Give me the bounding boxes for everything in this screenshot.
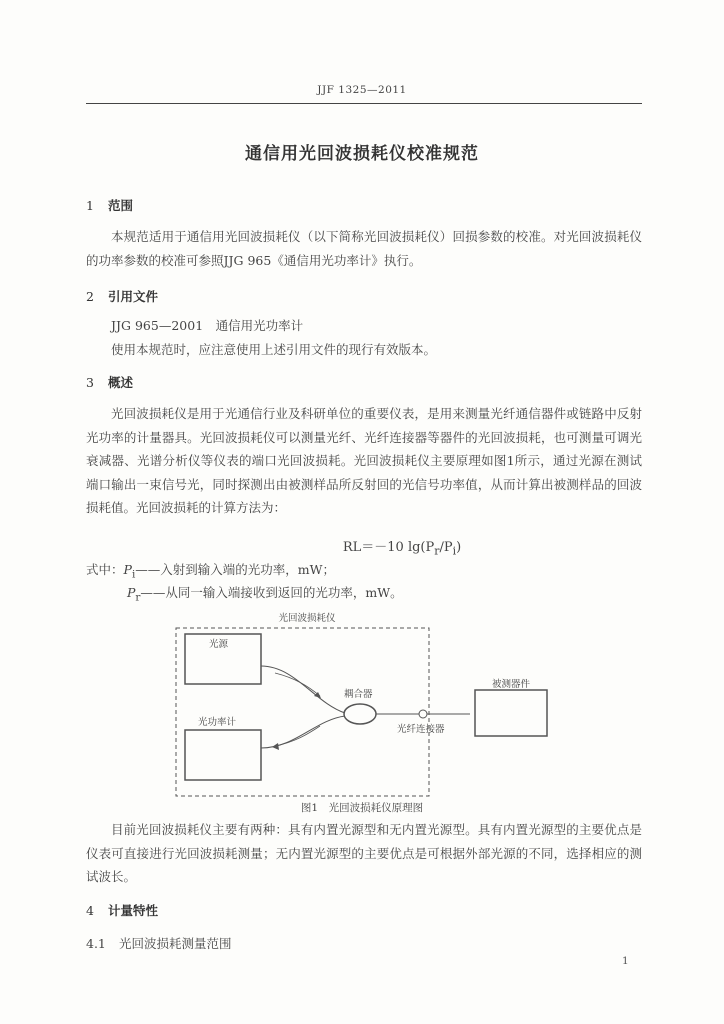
section-1-title: 范围 <box>108 198 134 213</box>
fiber-connector-label: 光纤连接器 <box>397 724 445 735</box>
section-3-number: 3 <box>86 375 94 390</box>
section-4-heading <box>86 901 158 919</box>
section-3-text: 光回波损耗仪是用于光通信行业及科研单位的重要仪表，是用来测量光纤通信器件或链路中反射光功率的计量器具。光回波损耗仪可以测量光纤、光纤连接器等器件的光回波损耗，也可测量可调光衰减器、光谱分析仪等仪表的端口光回波损耗。光回波损耗仪主要原理如图1所示，通过光源在测试端口输出一束信号光，同时探测出由被测样品所反射回的光信号功率值，从而计算出被测样品的回波损耗值。光回波损耗的计算方法为： <box>86 406 642 515</box>
pr-symbol: P <box>127 585 136 600</box>
formula-part2: /P <box>439 540 453 555</box>
section-4-1-heading <box>86 934 232 952</box>
return-arrow-head <box>272 743 279 750</box>
section-1-heading <box>86 196 133 214</box>
power-meter-box <box>185 730 261 780</box>
pi-symbol: P <box>123 562 132 577</box>
document-title: 通信用光回波损耗仪校准规范 <box>245 144 479 164</box>
coupler-shape <box>344 704 376 724</box>
formula-sub-i: i <box>452 544 457 558</box>
section-2-reference: JJG 965—2001 通信用光功率计 <box>111 318 304 333</box>
pr-subscript: r <box>135 591 141 604</box>
figure-1-diagram <box>170 608 570 800</box>
header-rule <box>86 103 642 104</box>
document-header-code: JJF 1325—2011 <box>317 84 407 96</box>
meter-fiber <box>261 716 345 748</box>
pi-description: ——入射到输入端的光功率，mW； <box>135 562 335 577</box>
dut-box <box>475 690 547 736</box>
section-3-heading <box>86 373 133 391</box>
light-source-label: 光源 <box>209 639 229 650</box>
pr-description: ——从同一输入端接收到返回的光功率，mW。 <box>140 585 403 600</box>
figure-1-caption: 图1 光回波损耗仪原理图 <box>300 802 424 814</box>
section-4-number: 4 <box>86 903 94 918</box>
section-2-title: 引用文件 <box>108 289 159 304</box>
section-2-heading <box>86 287 158 305</box>
page-number: 1 <box>622 955 629 967</box>
coupler-label: 耦合器 <box>344 689 373 700</box>
section-3-title: 概述 <box>108 375 134 390</box>
where-pi-line <box>86 560 335 581</box>
instrument-label: 光回波损耗仪 <box>278 613 336 624</box>
dut-label: 被测器件 <box>491 679 531 690</box>
fiber-connector-shape <box>419 710 427 718</box>
section-1-text: 本规范适用于通信用光回波损耗仪（以下简称光回波损耗仪）回损参数的校准。对光回波损耗仪的功率参数的校准可参照JJG 965《通信用光功率计》执行。 <box>86 229 642 268</box>
section-1-number: 1 <box>86 198 94 213</box>
formula-part3: ) <box>456 540 462 555</box>
forward-arrow-head <box>314 692 321 698</box>
section-3-conclusion: 目前光回波损耗仪主要有两种：具有内置光源型和无内置光源型。具有内置光源型的主要优点是仪表可直接进行光回波损耗测量；无内置光源型的主要优点是可根据外部光源的不同，选择相应的测试波长。 <box>86 822 642 884</box>
section-4-1-number: 4.1 <box>86 936 106 951</box>
formula-part1: RL＝－10 lg(P <box>342 540 435 555</box>
section-2-number: 2 <box>86 289 94 304</box>
section-2-note: 使用本规范时，应注意使用上述引用文件的现行有效版本。 <box>111 342 437 357</box>
instrument-boundary <box>176 628 429 796</box>
formula-sub-r: r <box>434 544 440 558</box>
source-fiber <box>261 666 345 713</box>
where-label: 式中： <box>86 562 124 577</box>
formula-rl <box>0 536 724 558</box>
section-4-title: 计量特性 <box>108 903 159 918</box>
section-4-1-title: 光回波损耗测量范围 <box>119 936 232 951</box>
pi-subscript: i <box>131 568 136 581</box>
where-pr-line <box>127 583 403 604</box>
power-meter-label: 光功率计 <box>198 717 237 728</box>
